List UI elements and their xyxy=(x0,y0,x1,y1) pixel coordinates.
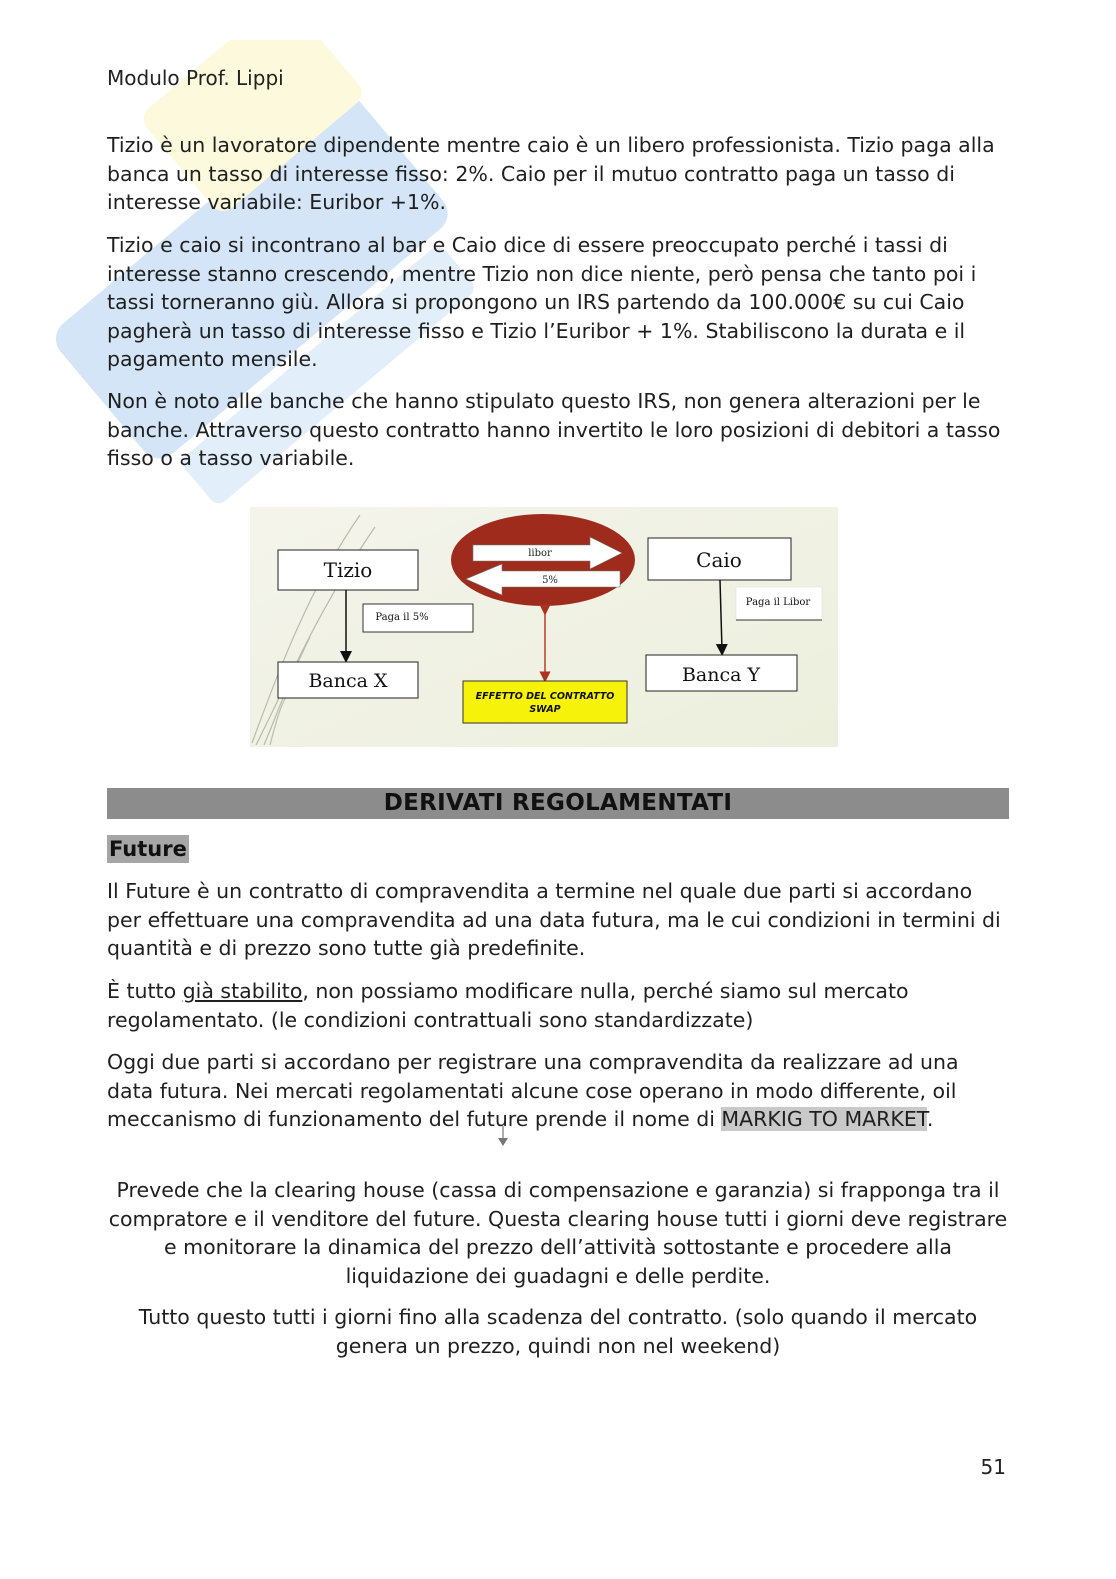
down-arrow-icon xyxy=(496,1126,510,1148)
standardized-text-end: , non possiamo modificare nulla, perché siamo sul mercato regolamentato. (le condizioni contrattuali sono standardizzate) xyxy=(107,979,909,1032)
swap-diagram xyxy=(250,507,838,747)
paragraph-banks: Non è noto alle banche che hanno stipulato questo IRS, non genera alterazioni per le banche. Attraverso questo contratto hanno invertito le loro posizioni di debitori a tasso fisso o a tasso variabile. xyxy=(107,389,1001,470)
paragraph-marking-to-market xyxy=(107,1048,1007,1134)
paragraph-clearing-house: Prevede che la clearing house (cassa di compensazione e garanzia) si frapponga tra il compratore e il venditore del future. Questa clearing house tutti i giorni deve registrare e monitorare la dinamica del prezzo dell’attività sottostante e procedere alla liquidazione dei guadagni e delle perdite. xyxy=(108,1178,1008,1288)
paga-libor-label: Paga il Libor xyxy=(745,597,811,608)
effetto-label-line2: SWAP xyxy=(529,704,561,715)
banca-y-label: Banca Y xyxy=(681,664,761,686)
paragraph-irs-agreement: Tizio e caio si incontrano al bar e Caio dice di essere preoccupato perché i tassi di interesse stanno crescendo, mentre Tizio non dice niente, però pensa che tanto poi i tassi torneranno giù. Allora si propongono un IRS partendo da 100.000€ su cui Caio pagherà un tasso di interesse fisso e Tizio l’Euribor + 1%. Stabiliscono la durata e il pagamento mensile. xyxy=(107,233,977,371)
caio-label: Caio xyxy=(696,548,742,572)
banca-x-label: Banca X xyxy=(308,670,388,692)
libor-arrow-label: libor xyxy=(528,548,552,559)
highlighted-term: MARKIG TO MARKET xyxy=(721,1107,927,1131)
paga-5-label: Paga il 5% xyxy=(375,612,429,623)
paragraph-tizio-caio: Tizio è un lavoratore dipendente mentre caio è un libero professionista. Tizio paga alla banca un tasso di interesse fisso: 2%. Caio per il mutuo contratto paga un tasso di interesse variabile: Euribor +1%. xyxy=(107,133,995,214)
paragraph-daily-settlement: Tutto questo tutti i giorni fino alla scadenza del contratto. (solo quando il mercato genera un prezzo, quindi non nel weekend) xyxy=(138,1305,978,1358)
rate-5-arrow-label: 5% xyxy=(542,575,558,586)
tizio-label: Tizio xyxy=(323,558,373,582)
section-heading-derivati: DERIVATI REGOLAMENTATI xyxy=(107,788,1009,819)
marking-text-end: . xyxy=(926,1107,934,1131)
marking-text: Oggi due parti si accordano per registrare una compravendita da realizzare ad una data futura. Nei mercati regolamentati alcune cose operano in modo differente, oil meccanismo di funzionamento del future prende il nome di xyxy=(107,1050,959,1131)
paragraph-standardized xyxy=(107,977,1007,1034)
subsection-heading-future: Future xyxy=(109,837,187,861)
page-header: Modulo Prof. Lippi xyxy=(107,66,284,90)
paragraph-future-definition: Il Future è un contratto di compravendita a termine nel quale due parti si accordano per effettuare una compravendita ad una data futura, ma le cui condizioni in termini di quantità e di prezzo sono tutte già predefinite. xyxy=(107,879,1001,960)
standardized-text-start: È tutto xyxy=(107,979,183,1003)
effetto-box xyxy=(463,681,627,723)
underlined-text: già stabilito xyxy=(182,979,303,1003)
page-number: 51 xyxy=(980,1455,1006,1479)
effetto-label-line1: EFFETTO DEL CONTRATTO xyxy=(475,691,615,702)
